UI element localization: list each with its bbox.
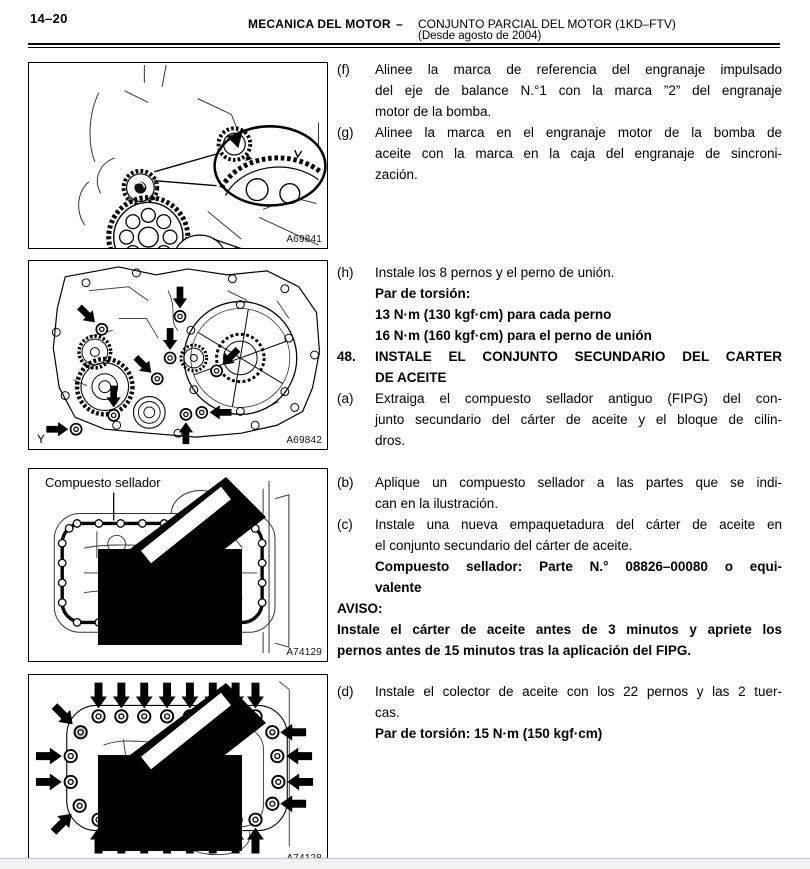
- step-label: (h): [337, 265, 354, 280]
- step-g: [337, 122, 782, 185]
- sealant-brush-icon: [29, 675, 327, 867]
- timing-gear-case-bolt-diagram-icon: [29, 261, 327, 449]
- notice-line: Instale el cárter de aceite antes de 3 minutos y apriete los: [337, 622, 782, 637]
- text-line: del eje de balance N.°1 con la marca ”2” del engranaje: [375, 83, 782, 98]
- notice-block: [337, 598, 782, 661]
- figure-gear-alignment: [28, 62, 328, 249]
- text-line: zación.: [375, 167, 418, 182]
- notice-line: pernos antes de 15 minutos tras la aplicación del FIPG.: [337, 643, 692, 658]
- notice-title: AVISO:: [337, 601, 383, 616]
- balance-shaft-gear-diagram-icon: [29, 63, 327, 248]
- step-label: (b): [337, 475, 354, 490]
- header-subtitle: (Desde agosto de 2004): [418, 30, 542, 42]
- text-line: cas.: [375, 705, 400, 720]
- figure-oil-pan-sealant: [28, 468, 328, 662]
- header-rule-thick: [28, 43, 780, 45]
- text-line: dros.: [375, 433, 406, 448]
- sealant-brush-icon: [29, 469, 327, 661]
- figure-code: A69842: [286, 435, 322, 446]
- step-b: [337, 472, 782, 514]
- view-label: Y: [37, 432, 46, 446]
- text-line: Instale los 8 pernos y el perno de unión.: [375, 265, 615, 280]
- step-label: (d): [337, 684, 354, 699]
- step-c: [337, 514, 782, 598]
- text-line: Alinee la marca de referencia del engranaje impulsado: [375, 62, 782, 77]
- text-line: motor de la bomba.: [375, 104, 492, 119]
- step-h: [337, 262, 782, 346]
- page-bottom-strip: [0, 858, 810, 869]
- header-rule-thin: [28, 47, 780, 48]
- text-line: Extraiga el compuesto sellador antiguo (FIPG) del con-: [375, 391, 782, 406]
- steps-f-g: [337, 59, 782, 185]
- figure-oil-pan-bolts: [28, 674, 328, 868]
- torque-spec-line: 16 N·m (160 kgf·cm) para el perno de unión: [375, 328, 652, 343]
- text-line: aceite con la marca en la caja del engranaje de sincroni-: [375, 146, 782, 161]
- step-d-block: [337, 681, 782, 744]
- header-title: CONJUNTO PARCIAL DEL MOTOR (1KD–FTV): [418, 17, 676, 31]
- steps-b-c-aviso: [337, 472, 782, 661]
- header-section: MECANICA DEL MOTOR: [248, 17, 391, 31]
- step-a: [337, 388, 782, 451]
- text-line: Alinee la marca en el engranaje motor de la bomba de: [375, 125, 782, 140]
- figure-code: A74129: [286, 647, 322, 658]
- header-dash: –: [396, 17, 403, 31]
- page-number: 14–20: [30, 11, 68, 26]
- step-48-heading: [337, 346, 782, 388]
- step-d: [337, 681, 782, 744]
- step-label: (c): [337, 517, 353, 532]
- figure-code: A69841: [286, 234, 322, 245]
- step-label: (g): [337, 125, 354, 140]
- text-line: Aplique un compuesto sellador a las partes que se indi-: [375, 475, 782, 490]
- step-label: (f): [337, 62, 350, 77]
- step-number: 48.: [337, 349, 356, 364]
- text-line: junto secundario del cárter de aceite y el bloque de cilin-: [375, 412, 782, 427]
- torque-spec-line: Par de torsión:: [375, 286, 471, 301]
- step-f: [337, 59, 782, 122]
- heading-line: INSTALE EL CONJUNTO SECUNDARIO DEL CARTER: [375, 349, 782, 364]
- text-line: el conjunto secundario del cárter de aceite.: [375, 538, 633, 553]
- text-line: can en la ilustración.: [375, 496, 499, 511]
- steps-h-48-a: [337, 262, 782, 451]
- sealant-callout-label: Compuesto sellador: [45, 475, 161, 490]
- text-line: Instale una nueva empaquetadura del cárter de aceite en: [375, 517, 782, 532]
- sealant-spec-line: valente: [375, 580, 422, 595]
- text-line: Instale el colector de aceite con los 22 pernos y las 2 tuer-: [375, 684, 782, 699]
- torque-spec-line: 13 N·m (130 kgf·cm) para cada perno: [375, 307, 612, 322]
- torque-spec-line: Par de torsión: 15 N·m (150 kgf·cm): [375, 726, 603, 741]
- sealant-spec-line: Compuesto sellador: Parte N.° 08826–00080 o equi-: [375, 559, 782, 574]
- figure-timing-gear-case-bolts: [28, 260, 328, 450]
- step-label: (a): [337, 391, 354, 406]
- heading-line: DE ACEITE: [375, 370, 447, 385]
